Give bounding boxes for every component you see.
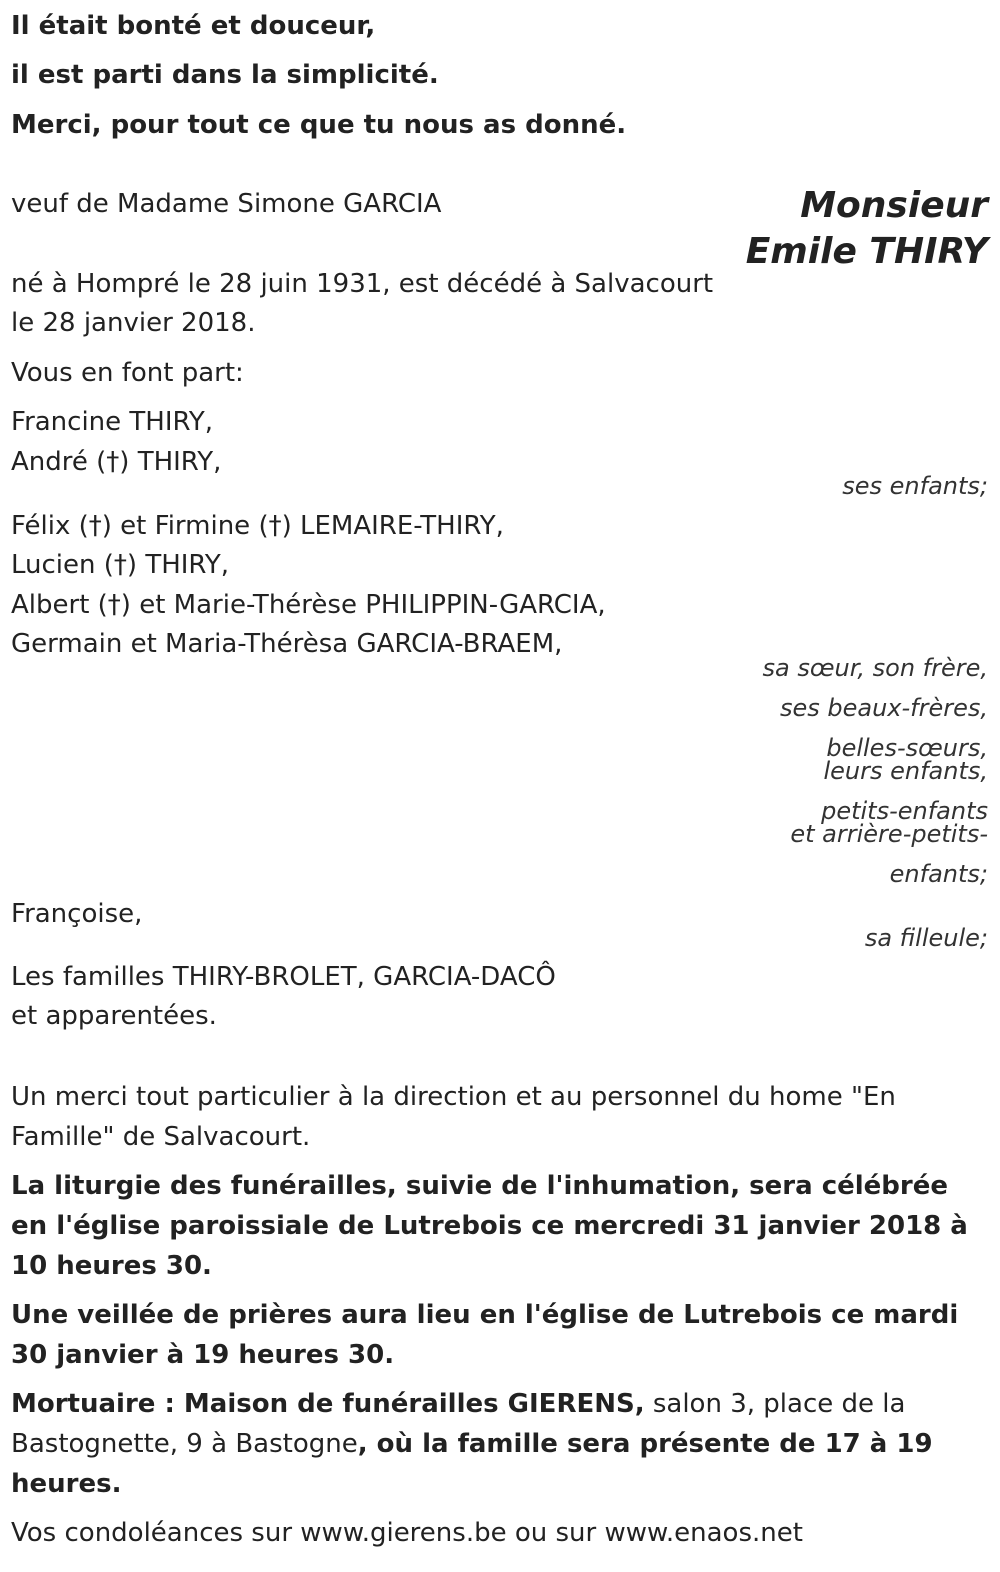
- condolences-line: Vos condoléances sur www.gierens.be ou sur www.enaos.net: [11, 1518, 803, 1548]
- birth-death-line-1: né à Hompré le 28 juin 1931, est décédé à Salvacourt: [11, 269, 714, 299]
- families-line-1: Les familles THIRY-BROLET, GARCIA-DACÔ: [11, 962, 556, 992]
- widower-line: veuf de Madame Simone GARCIA: [11, 189, 442, 219]
- child-1: Francine THIRY,: [11, 407, 214, 437]
- sibling-4: Germain et Maria-Thérèsa GARCIA-BRAEM,: [11, 629, 563, 659]
- relation-sibling-3: belles-sœurs,: [826, 734, 988, 762]
- quote-line-1: Il était bonté et douceur,: [11, 11, 376, 41]
- relation-sibling-1: sa sœur, son frère,: [762, 654, 988, 682]
- quote-line-2: il est parti dans la simplicité.: [11, 60, 439, 90]
- sibling-2: Lucien (†) THIRY,: [11, 550, 229, 580]
- sibling-1: Félix (†) et Firmine (†) LEMAIRE-THIRY,: [11, 511, 504, 541]
- relation-sibling-2: ses beaux-frères,: [779, 694, 988, 722]
- mortuary-address: salon 3, place de la Bastognette, 9 à Bastogne: [11, 1389, 906, 1459]
- deceased-title: Monsieur: [800, 185, 988, 226]
- families-line-2: et apparentées.: [11, 1001, 217, 1031]
- mortuary-presence: , où la famille sera présente de 17 à 19 heures.: [11, 1429, 933, 1499]
- relation-sibling-4: leurs enfants,: [823, 757, 988, 785]
- quote-line-3: Merci, pour tout ce que tu nous as donné.: [11, 110, 627, 140]
- deceased-name-block: [746, 183, 988, 275]
- announce-line: Vous en font part:: [11, 358, 244, 388]
- relation-children: ses enfants;: [842, 472, 988, 500]
- mortuary-label: Mortuaire : Maison de funérailles GIERENS,: [11, 1389, 645, 1419]
- sibling-3: Albert (†) et Marie-Thérèse PHILIPPIN-GARCIA,: [11, 590, 606, 620]
- relation-goddaughter: sa filleule;: [864, 924, 988, 952]
- thanks-paragraph: Un merci tout particulier à la direction et au personnel du home "En Famille" de Salvacourt.: [11, 1082, 896, 1152]
- mortuary-paragraph: [11, 1384, 986, 1504]
- vigil-paragraph: Une veillée de prières aura lieu en l'église de Lutrebois ce mardi 30 janvier à 19 heures 30.: [11, 1300, 959, 1370]
- goddaughter-line: Françoise,: [11, 899, 143, 929]
- child-2: André (†) THIRY,: [11, 447, 222, 477]
- birth-death-line-2: le 28 janvier 2018.: [11, 308, 256, 338]
- deceased-name: Emile THIRY: [745, 231, 988, 272]
- relation-sibling-5: petits-enfants: [821, 797, 988, 825]
- relation-sibling-6: et arrière-petits-: [790, 820, 988, 848]
- relation-sibling-7: enfants;: [889, 860, 988, 888]
- funeral-paragraph: La liturgie des funérailles, suivie de l'inhumation, sera célébrée en l'église paroissiale de Lutrebois ce mercredi 31 janvier 2018 à 10 heures 30.: [11, 1171, 968, 1281]
